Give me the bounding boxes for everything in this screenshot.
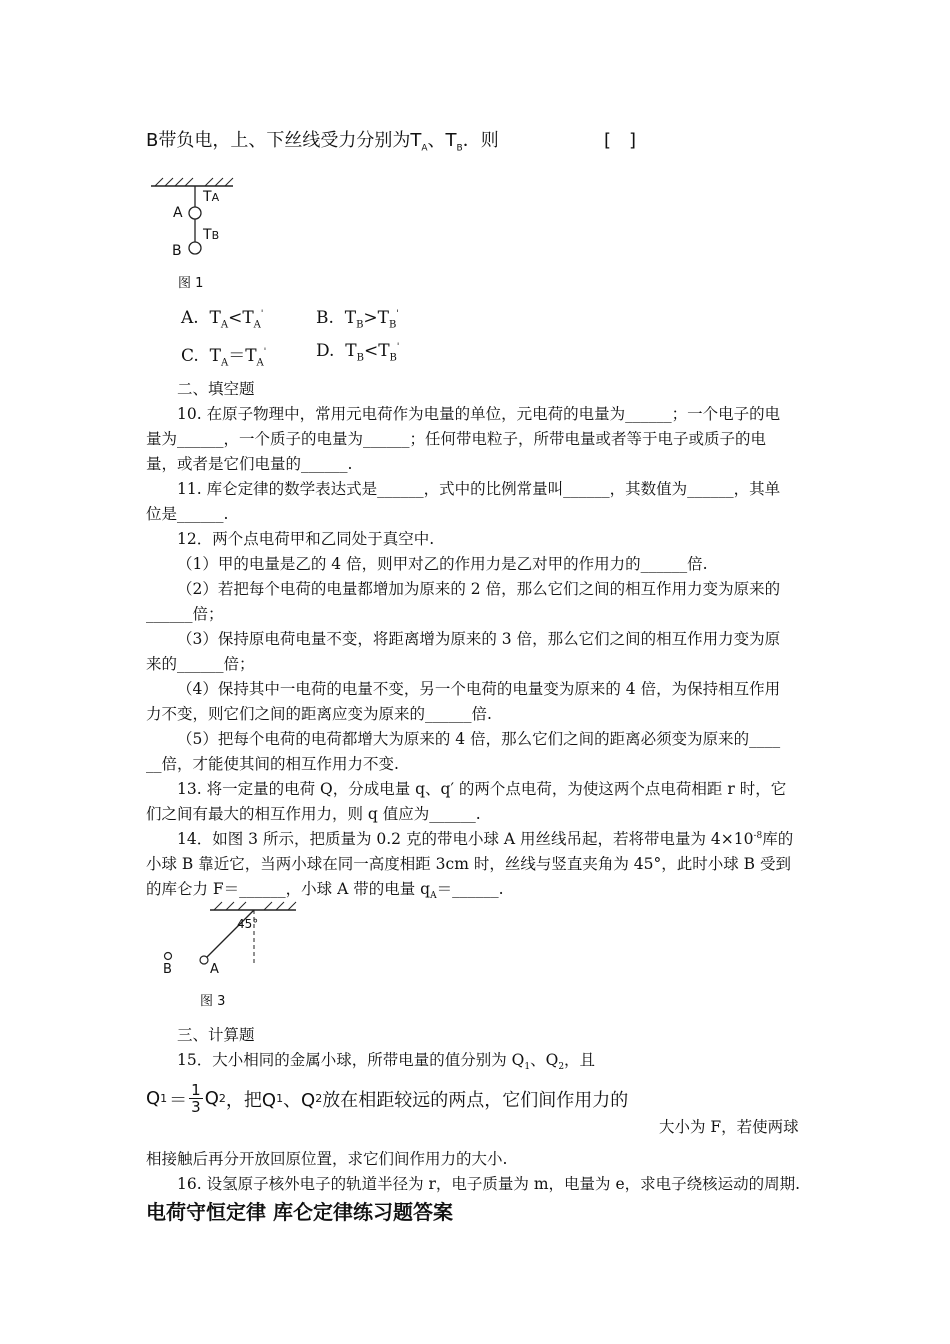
fig1-label-a: A <box>173 205 183 221</box>
figure-3 <box>160 898 305 983</box>
fig1-label-b: B <box>172 243 182 259</box>
q13-line2: 们之间有最大的相互作用力，则 q 值应为______. <box>146 805 481 823</box>
q9-stem-text: B带负电，上、下丝线受力分别为T <box>146 130 422 151</box>
q9-answer-bracket: [ ] <box>604 130 637 151</box>
q16-line: 16. 设氢原子核外电子的轨道半径为 r，电子质量为 m，电量为 e，求电子绕核运动的周期. <box>177 1175 801 1193</box>
option-d-label: D. <box>316 341 335 361</box>
q12-part3-line2: 来的______倍； <box>146 655 255 673</box>
q15-formula: Q 1 ＝ 1 3 Q 2 ，把Q 1 、Q 2 放在相距较远的两点，它们间作用力的 <box>146 1081 629 1116</box>
q14-line1: 14．如图 3 所示，把质量为 0.2 克的带电小球 A 用丝线吊起，若将带电量为 $4\times 10^{-8}$库的 <box>177 830 794 848</box>
option-a-label: A. <box>181 308 199 328</box>
q14-line3: 的库仑力 F＝______，小球 A 带的电量 $q_A=\_\_\_\_\_\_$. <box>146 880 504 902</box>
option-c: C. $T_A=T_A'$ <box>181 346 267 369</box>
q11-line2: 位是______. <box>146 505 229 523</box>
q9-stem-mid: 、T <box>427 130 457 151</box>
q15-line1: 15．大小相同的金属小球，所带电量的值分别为 $Q_1$、$Q_2$，且 <box>177 1051 596 1073</box>
q10-line2: 量为______，一个质子的电量为______；任何带电粒子，所带电量或者等于电子或质子的电 <box>146 430 767 448</box>
fig1-label-tb: TB <box>203 227 220 243</box>
fig3-label-a: A <box>210 962 219 977</box>
q12-intro: 12．两个点电荷甲和乙同处于真空中. <box>177 530 435 548</box>
fig3-label-b: B <box>163 962 172 977</box>
q12-part3-line1: （3）保持原电荷电量不变，将距离增为原来的 3 倍，那么它们之间的相互作用力变为原 <box>177 630 781 648</box>
q12-part5-line1: （5）把每个电荷的电荷都增大为原来的 4 倍，那么它们之间的距离必须变为原来的____ <box>177 730 781 748</box>
fig1-caption: 图 1 <box>178 276 204 291</box>
q13-line1: 13. 将一定量的电荷 Q，分成电量 q、q′ 的两个点电荷，为使这两个点电荷相距 r 时，它 <box>177 780 787 798</box>
fig3-caption: 图 3 <box>200 994 226 1009</box>
option-d: D. $T_B<T_B'$ <box>316 341 400 364</box>
q12-part5-line2: __倍，才能使其间的相互作用力不变. <box>146 755 399 773</box>
q11-line1: 11. 库仑定律的数学表达式是______，式中的比例常量叫______，其数值为______，其单 <box>177 480 781 498</box>
q9-stem-end: ．则 <box>462 130 499 151</box>
q15-fraction: 1 3 <box>191 1081 201 1116</box>
q10-line3: 量，或者是它们电量的______. <box>146 455 353 473</box>
q14-line2: 小球 B 靠近它，当两小球在同一高度相距 3cm 时，丝线与竖直夹角为 45°，此时小球 B 受到 <box>146 855 791 873</box>
q9-sub-b: B <box>456 143 463 154</box>
q12-part4-line1: （4）保持其中一电荷的电量不变，另一个电荷的电量变为原来的 4 倍，为保持相互作用 <box>177 680 781 698</box>
option-c-label: C. <box>181 346 199 366</box>
q12-part1: （1）甲的电量是乙的 4 倍，则甲对乙的作用力是乙对甲的作用力的______倍. <box>177 555 708 573</box>
q12-part2-line2: ______倍； <box>146 605 224 623</box>
q12-part2-line1: （2）若把每个电荷的电量都增加为原来的 2 倍，那么它们之间的相互作用力变为原来的 <box>177 580 781 598</box>
section-calc-heading: 三、计算题 <box>177 1026 255 1044</box>
q9-stem <box>146 126 499 154</box>
option-a: A. $T_A<T_A'$ <box>181 308 264 331</box>
option-b: B. $T_B>T_B'$ <box>316 308 399 331</box>
section-fill-in-heading: 二、填空题 <box>177 380 255 398</box>
q15-line3: 相接触后再分开放回原位置，求它们间作用力的大小. <box>146 1150 508 1168</box>
q12-part4-line2: 力不变，则它们之间的距离应变为原来的______倍. <box>146 705 492 723</box>
q9-sub-a: A <box>421 143 428 154</box>
fig3-angle-label: 45° <box>237 917 259 931</box>
fig1-label-ta: TA <box>203 189 220 205</box>
q10-line1: 10. 在原子物理中，常用元电荷作为电量的单位，元电荷的电量为______；一个电子的电 <box>177 405 781 423</box>
option-b-label: B. <box>316 308 334 328</box>
q15-line2: 大小为 F，若使两球 <box>659 1118 799 1136</box>
answer-heading: 电荷守恒定律 库仑定律练习题答案 <box>146 1200 453 1224</box>
